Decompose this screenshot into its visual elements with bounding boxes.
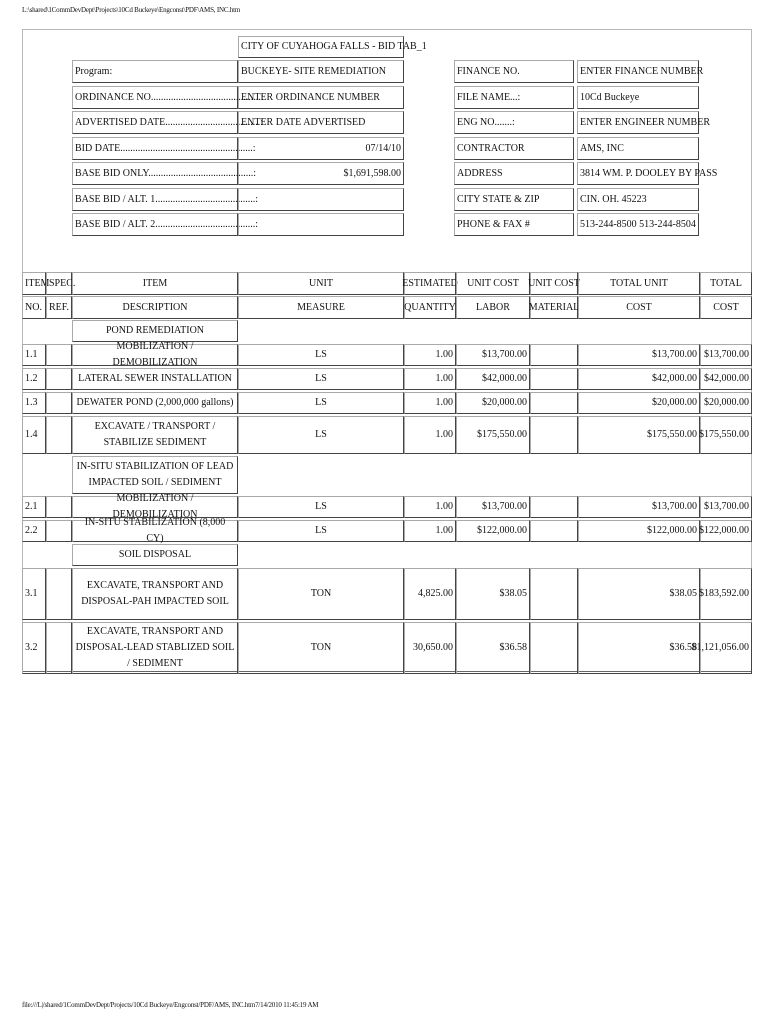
- info-value: 513-244-8500 513-244-8504: [577, 213, 699, 236]
- info-value: ENTER ORDINANCE NUMBER: [238, 86, 404, 109]
- table-cell-unit-measure: LS: [238, 368, 404, 390]
- info-label: FILE NAME...:: [454, 86, 574, 109]
- table-row-item-no: 2.1: [22, 496, 46, 518]
- col-header-unit-cost-labor-sub: LABOR: [456, 296, 530, 319]
- table-cell-item-description: IN-SITU STABILIZATION (8,000 CY): [72, 520, 238, 542]
- table-cell-spec-ref: [46, 368, 72, 390]
- table-cell-item-description: DEWATER POND (2,000,000 gallons): [72, 392, 238, 414]
- col-header-estimated-quantity-sub: QUANTITY: [404, 296, 456, 319]
- table-cell-unit-cost-labor: $13,700.00: [456, 344, 530, 366]
- col-header-unit-cost-material: UNIT COST: [530, 272, 578, 295]
- info-value: AMS, INC: [577, 137, 699, 160]
- header-file-path: L:\shared\1CommDevDept\Projects\10Cd Buckeye\Engconst\PDF\AMS, INC.htm: [22, 6, 241, 14]
- section-heading: IN-SITU STABILIZATION OF LEAD IMPACTED SOIL / SEDIMENT: [72, 456, 238, 494]
- table-row-item-no: 1.4: [22, 416, 46, 454]
- table-cell-total-cost: $13,700.00: [700, 344, 752, 366]
- table-cell-unit-cost-material: [530, 520, 578, 542]
- col-header-unit-cost-labor: UNIT COST: [456, 272, 530, 295]
- info-label: PHONE & FAX #: [454, 213, 574, 236]
- table-row-item-no: 3.2: [22, 622, 46, 674]
- info-value: CIN. OH. 45223: [577, 188, 699, 211]
- col-header-item-description: ITEM: [72, 272, 238, 295]
- info-value: $1,691,598.00: [238, 162, 404, 185]
- info-value: 10Cd Buckeye: [577, 86, 699, 109]
- table-row-item-no: 1.2: [22, 368, 46, 390]
- table-cell-estimated-quantity: 1.00: [404, 496, 456, 518]
- table-cell-total-cost: $13,700.00: [700, 496, 752, 518]
- table-cell-unit-measure: TON: [238, 622, 404, 674]
- info-label: CITY STATE & ZIP: [454, 188, 574, 211]
- col-header-item-description-sub: DESCRIPTION: [72, 296, 238, 319]
- col-header-total-unit-cost-sub: COST: [578, 296, 700, 319]
- table-cell-unit-cost-material: [530, 568, 578, 620]
- table-row-item-no: 1.1: [22, 344, 46, 366]
- table-cell-total-unit-cost: $13,700.00: [578, 496, 700, 518]
- table-cell-estimated-quantity: 4,825.00: [404, 568, 456, 620]
- col-header-spec-ref: SPEC.: [46, 272, 72, 295]
- table-cell-unit-cost-labor: $36.58: [456, 622, 530, 674]
- col-header-unit-cost-material-sub: MATERIAL: [530, 296, 578, 319]
- table-cell-estimated-quantity: 1.00: [404, 368, 456, 390]
- table-cell-spec-ref: [46, 622, 72, 674]
- info-label: BASE BID / ALT. 1........................................:: [72, 188, 238, 211]
- table-cell-unit-cost-labor: $42,000.00: [456, 368, 530, 390]
- footer-file-url: file:///L|/shared/1CommDevDept/Projects/10Cd Buckeye/Engconst/PDF/AMS, INC.htm7/14/2010 11:45:19 AM: [22, 1001, 319, 1009]
- col-header-item-no: ITEM: [22, 272, 46, 295]
- table-cell-spec-ref: [46, 496, 72, 518]
- table-cell-estimated-quantity: 1.00: [404, 344, 456, 366]
- table-cell-total-unit-cost: $20,000.00: [578, 392, 700, 414]
- table-cell-total-cost: $122,000.00: [700, 520, 752, 542]
- table-row-item-no: 3.1: [22, 568, 46, 620]
- info-label: BASE BID / ALT. 2........................................:: [72, 213, 238, 236]
- table-cell-total-cost: $1,121,056.00: [700, 622, 752, 674]
- table-cell-unit-cost-material: [530, 344, 578, 366]
- table-cell-unit-cost-labor: $175,550.00: [456, 416, 530, 454]
- table-cell-total-unit-cost: $38.05: [578, 568, 700, 620]
- table-cell-estimated-quantity: 1.00: [404, 416, 456, 454]
- info-label: FINANCE NO.: [454, 60, 574, 83]
- table-cell-total-unit-cost: $175,550.00: [578, 416, 700, 454]
- table-cell-unit-cost-labor: $13,700.00: [456, 496, 530, 518]
- section-heading: POND REMEDIATION: [72, 320, 238, 342]
- col-header-spec-ref-sub: REF.: [46, 296, 72, 319]
- table-cell-unit-measure: LS: [238, 344, 404, 366]
- table-cell-unit-measure: LS: [238, 496, 404, 518]
- table-cell-total-unit-cost: $36.58: [578, 622, 700, 674]
- table-cell-item-description: MOBILIZATION / DEMOBILIZATION: [72, 344, 238, 366]
- info-label: ORDINANCE NO............................................:: [72, 86, 238, 109]
- info-value: ENTER ENGINEER NUMBER: [577, 111, 699, 134]
- table-cell-unit-cost-material: [530, 368, 578, 390]
- table-cell-unit-measure: LS: [238, 416, 404, 454]
- table-cell-unit-measure: LS: [238, 392, 404, 414]
- table-cell-spec-ref: [46, 520, 72, 542]
- table-cell-spec-ref: [46, 344, 72, 366]
- table-cell-spec-ref: [46, 392, 72, 414]
- table-cell-spec-ref: [46, 568, 72, 620]
- table-cell-item-description: EXCAVATE / TRANSPORT / STABILIZE SEDIMENT: [72, 416, 238, 454]
- table-cell-total-unit-cost: $122,000.00: [578, 520, 700, 542]
- table-cell-total-unit-cost: $13,700.00: [578, 344, 700, 366]
- table-cell-estimated-quantity: 1.00: [404, 392, 456, 414]
- table-cell-item-description: EXCAVATE, TRANSPORT AND DISPOSAL-PAH IMPACTED SOIL: [72, 568, 238, 620]
- info-value: [238, 213, 404, 236]
- info-value: ENTER DATE ADVERTISED: [238, 111, 404, 134]
- info-label: BASE BID ONLY..........................................:: [72, 162, 238, 185]
- table-cell-estimated-quantity: 1.00: [404, 520, 456, 542]
- info-label: ENG NO.......:: [454, 111, 574, 134]
- table-cell-total-unit-cost: $42,000.00: [578, 368, 700, 390]
- col-header-item-no-sub: NO.: [22, 296, 46, 319]
- info-label: ADDRESS: [454, 162, 574, 185]
- col-header-estimated-quantity: ESTIMATED: [404, 272, 456, 295]
- table-cell-total-cost: $20,000.00: [700, 392, 752, 414]
- info-label: BID DATE.....................................................:: [72, 137, 238, 160]
- table-cell-unit-cost-labor: $20,000.00: [456, 392, 530, 414]
- info-value: [238, 188, 404, 211]
- info-label: ADVERTISED DATE......................................:: [72, 111, 238, 134]
- table-cell-item-description: EXCAVATE, TRANSPORT AND DISPOSAL-LEAD STABLIZED SOIL / SEDIMENT: [72, 622, 238, 674]
- col-header-unit-measure: UNIT: [238, 272, 404, 295]
- info-value: BUCKEYE- SITE REMEDIATION: [238, 60, 404, 83]
- table-cell-unit-cost-material: [530, 622, 578, 674]
- section-heading: SOIL DISPOSAL: [72, 544, 238, 566]
- table-cell-unit-cost-material: [530, 416, 578, 454]
- info-value: 3814 WM. P. DOOLEY BY PASS: [577, 162, 699, 185]
- table-cell-total-cost: $183,592.00: [700, 568, 752, 620]
- info-label: Program:: [72, 60, 238, 83]
- table-cell-unit-cost-labor: $122,000.00: [456, 520, 530, 542]
- info-value: ENTER FINANCE NUMBER: [577, 60, 699, 83]
- col-header-unit-measure-sub: MEASURE: [238, 296, 404, 319]
- table-cell-unit-cost-material: [530, 392, 578, 414]
- table-cell-unit-cost-labor: $38.05: [456, 568, 530, 620]
- col-header-total-cost-sub: COST: [700, 296, 752, 319]
- table-cell-total-cost: $175,550.00: [700, 416, 752, 454]
- table-cell-spec-ref: [46, 416, 72, 454]
- table-cell-item-description: LATERAL SEWER INSTALLATION: [72, 368, 238, 390]
- info-value: 07/14/10: [238, 137, 404, 160]
- table-cell-total-cost: $42,000.00: [700, 368, 752, 390]
- table-cell-unit-measure: LS: [238, 520, 404, 542]
- table-row-item-no: 1.3: [22, 392, 46, 414]
- table-cell-item-description: MOBILIZATION / DEMOBILIZATION: [72, 496, 238, 518]
- col-header-total-unit-cost: TOTAL UNIT: [578, 272, 700, 295]
- table-row-item-no: 2.2: [22, 520, 46, 542]
- table-cell-unit-measure: TON: [238, 568, 404, 620]
- info-label: CONTRACTOR: [454, 137, 574, 160]
- document-title: CITY OF CUYAHOGA FALLS - BID TAB_1: [238, 36, 404, 58]
- table-cell-unit-cost-material: [530, 496, 578, 518]
- table-cell-estimated-quantity: 30,650.00: [404, 622, 456, 674]
- col-header-total-cost: TOTAL: [700, 272, 752, 295]
